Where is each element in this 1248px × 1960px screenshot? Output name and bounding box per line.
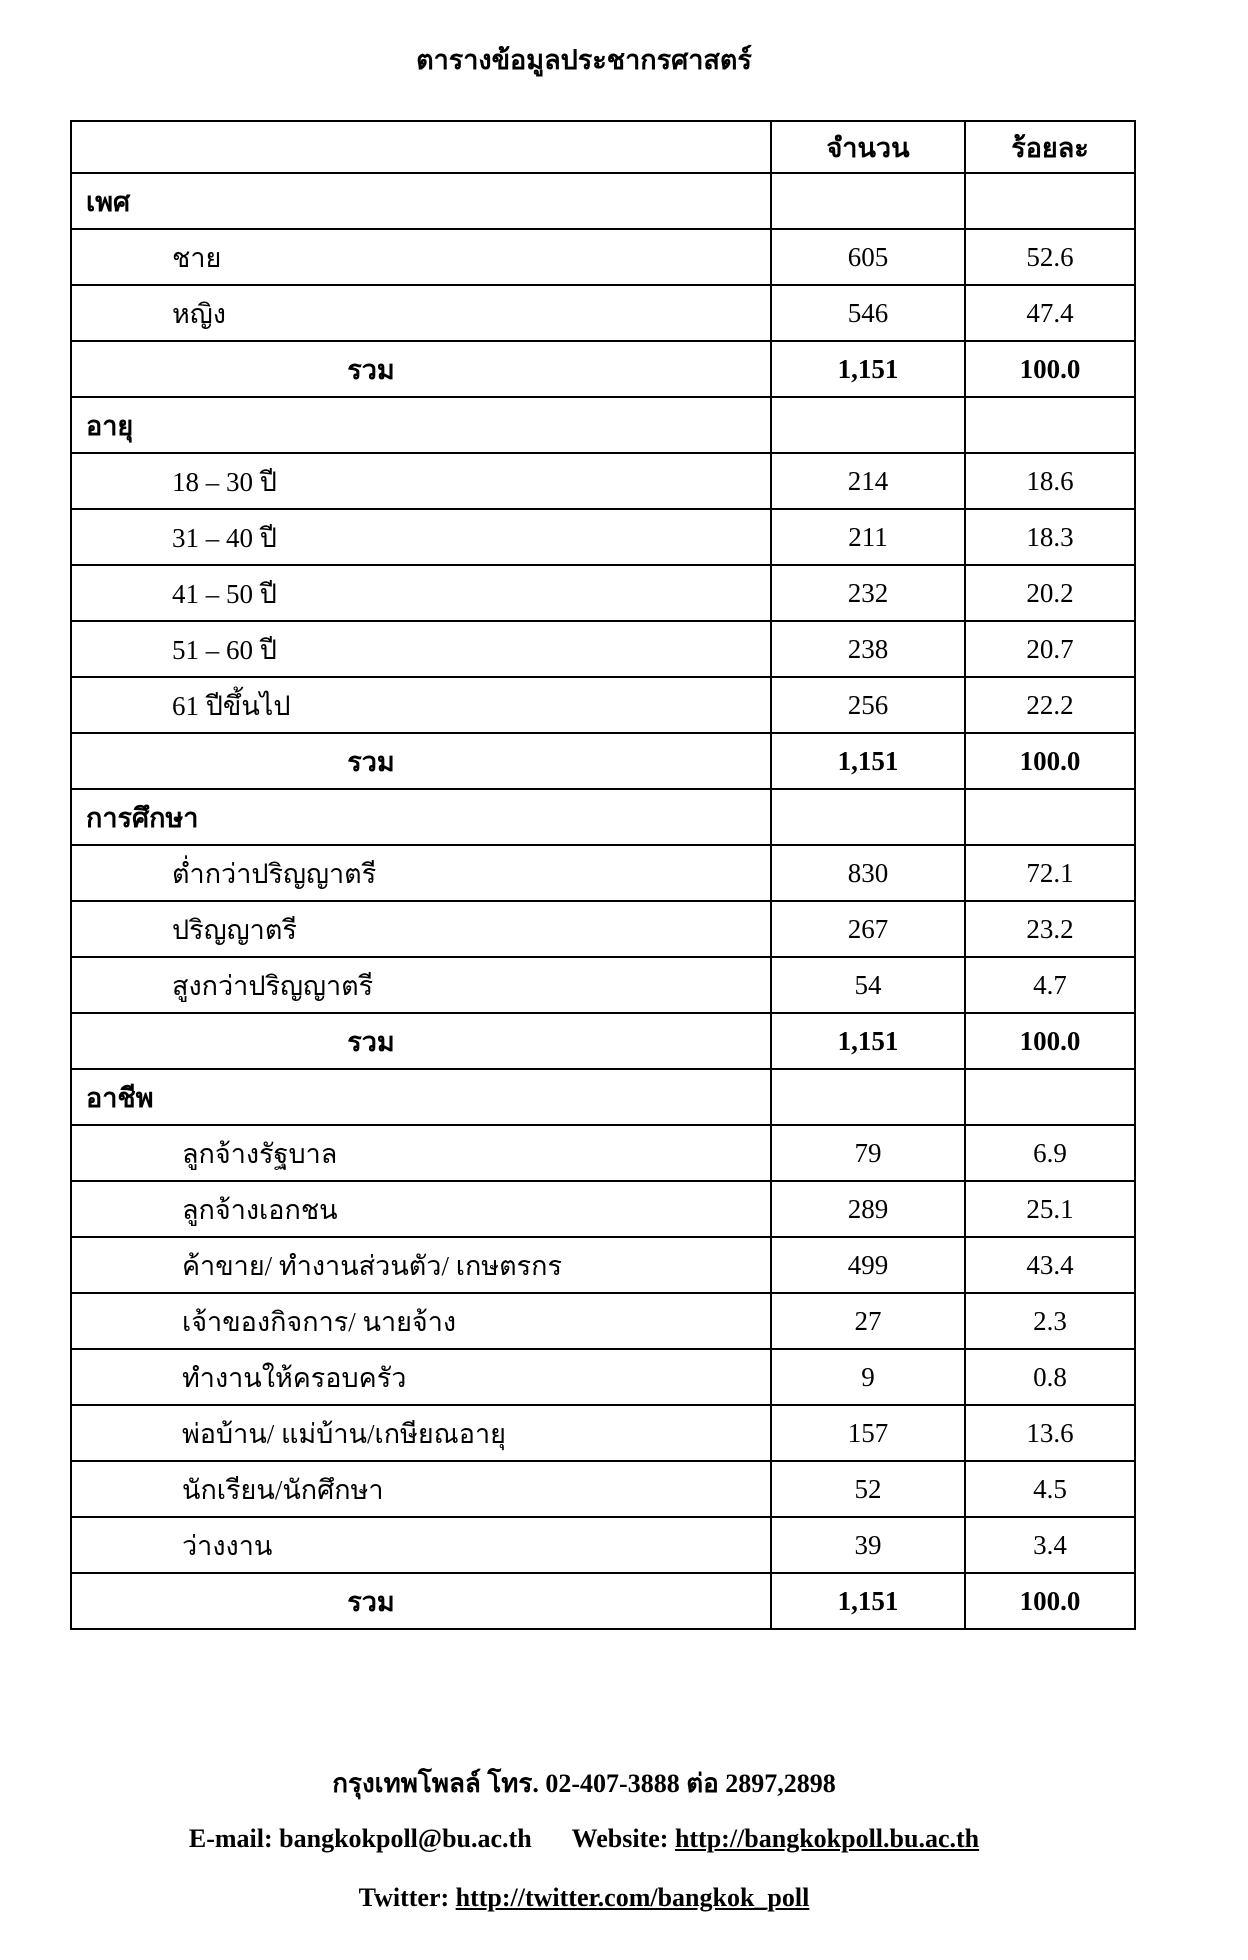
row-percent: 43.4 <box>965 1237 1135 1293</box>
row-percent: 20.2 <box>965 565 1135 621</box>
category-label: การศึกษา <box>71 789 771 845</box>
table-row <box>71 1181 1135 1237</box>
demographics-table <box>70 120 1136 1630</box>
demographics-table-body <box>71 121 1135 1629</box>
row-percent: 6.9 <box>965 1125 1135 1181</box>
row-label: 31 – 40 ปี <box>71 509 771 565</box>
table-row <box>71 845 1135 901</box>
row-count: 214 <box>771 453 965 509</box>
row-count: 605 <box>771 229 965 285</box>
category-label: อายุ <box>71 397 771 453</box>
row-label: เจ้าของกิจการ/ นายจ้าง <box>71 1293 771 1349</box>
row-percent: 47.4 <box>965 285 1135 341</box>
footer-email-website-line <box>0 1824 1168 1854</box>
row-label: ปริญญาตรี <box>71 901 771 957</box>
table-row <box>71 677 1135 733</box>
table-row <box>71 1461 1135 1517</box>
table-row <box>71 565 1135 621</box>
row-count: 54 <box>771 957 965 1013</box>
row-count: 157 <box>771 1405 965 1461</box>
empty-cell <box>771 1069 965 1125</box>
footer-twitter-label: Twitter: <box>358 1883 456 1912</box>
total-label: รวม <box>71 341 771 397</box>
total-count: 1,151 <box>771 1573 965 1629</box>
row-label: สูงกว่าปริญญาตรี <box>71 957 771 1013</box>
footer-twitter-line <box>0 1883 1168 1913</box>
empty-cell <box>771 397 965 453</box>
total-row <box>71 341 1135 397</box>
row-label: พ่อบ้าน/ แม่บ้าน/เกษียณอายุ <box>71 1405 771 1461</box>
row-percent: 2.3 <box>965 1293 1135 1349</box>
footer-website-label: Website: <box>571 1824 675 1853</box>
row-label: ทำงานให้ครอบครัว <box>71 1349 771 1405</box>
row-label: 41 – 50 ปี <box>71 565 771 621</box>
row-count: 211 <box>771 509 965 565</box>
row-label: ชาย <box>71 229 771 285</box>
total-label: รวม <box>71 733 771 789</box>
row-count: 267 <box>771 901 965 957</box>
footer-website-link[interactable]: http://bangkokpoll.bu.ac.th <box>674 1824 980 1853</box>
row-count: 830 <box>771 845 965 901</box>
row-label: ต่ำกว่าปริญญาตรี <box>71 845 771 901</box>
row-label: 51 – 60 ปี <box>71 621 771 677</box>
header-percent-cell: ร้อยละ <box>965 121 1135 173</box>
row-percent: 23.2 <box>965 901 1135 957</box>
row-count: 79 <box>771 1125 965 1181</box>
total-row <box>71 1573 1135 1629</box>
table-row <box>71 1405 1135 1461</box>
row-count: 9 <box>771 1349 965 1405</box>
row-count: 27 <box>771 1293 965 1349</box>
row-label: ว่างงาน <box>71 1517 771 1573</box>
row-percent: 4.5 <box>965 1461 1135 1517</box>
row-percent: 72.1 <box>965 845 1135 901</box>
total-count: 1,151 <box>771 1013 965 1069</box>
total-percent: 100.0 <box>965 1013 1135 1069</box>
row-percent: 22.2 <box>965 677 1135 733</box>
total-count: 1,151 <box>771 733 965 789</box>
total-row <box>71 733 1135 789</box>
table-row <box>71 1293 1135 1349</box>
table-row <box>71 285 1135 341</box>
row-percent: 18.6 <box>965 453 1135 509</box>
row-count: 52 <box>771 1461 965 1517</box>
table-header-row <box>71 121 1135 173</box>
empty-cell <box>965 789 1135 845</box>
total-count: 1,151 <box>771 341 965 397</box>
total-label: รวม <box>71 1013 771 1069</box>
category-row <box>71 789 1135 845</box>
table-row <box>71 509 1135 565</box>
category-label: เพศ <box>71 173 771 229</box>
row-count: 256 <box>771 677 965 733</box>
row-label: นักเรียน/นักศึกษา <box>71 1461 771 1517</box>
table-row <box>71 901 1135 957</box>
total-label: รวม <box>71 1573 771 1629</box>
empty-cell <box>965 1069 1135 1125</box>
header-count-cell: จำนวน <box>771 121 965 173</box>
footer-email: E-mail: bangkokpoll@bu.ac.th <box>188 1824 532 1853</box>
total-percent: 100.0 <box>965 1573 1135 1629</box>
row-count: 232 <box>771 565 965 621</box>
category-row <box>71 173 1135 229</box>
category-row <box>71 397 1135 453</box>
row-percent: 18.3 <box>965 509 1135 565</box>
row-count: 39 <box>771 1517 965 1573</box>
row-count: 289 <box>771 1181 965 1237</box>
row-percent: 4.7 <box>965 957 1135 1013</box>
row-percent: 3.4 <box>965 1517 1135 1573</box>
row-percent: 52.6 <box>965 229 1135 285</box>
table-row <box>71 1125 1135 1181</box>
total-percent: 100.0 <box>965 733 1135 789</box>
row-label: 18 – 30 ปี <box>71 453 771 509</box>
table-row <box>71 957 1135 1013</box>
category-row <box>71 1069 1135 1125</box>
total-percent: 100.0 <box>965 341 1135 397</box>
empty-cell <box>771 789 965 845</box>
row-count: 238 <box>771 621 965 677</box>
empty-cell <box>965 173 1135 229</box>
row-percent: 20.7 <box>965 621 1135 677</box>
empty-cell <box>771 173 965 229</box>
table-row <box>71 1237 1135 1293</box>
row-label: ลูกจ้างรัฐบาล <box>71 1125 771 1181</box>
table-row <box>71 229 1135 285</box>
table-row <box>71 1349 1135 1405</box>
header-label-cell <box>71 121 771 173</box>
empty-cell <box>965 397 1135 453</box>
footer-twitter-link[interactable]: http://twitter.com/bangkok_poll <box>455 1883 810 1912</box>
page-title: ตารางข้อมูลประชากรศาสตร์ <box>416 45 752 75</box>
category-label: อาชีพ <box>71 1069 771 1125</box>
row-label: หญิง <box>71 285 771 341</box>
row-count: 546 <box>771 285 965 341</box>
row-label: ค้าขาย/ ทำงานส่วนตัว/ เกษตรกร <box>71 1237 771 1293</box>
row-label: 61 ปีขึ้นไป <box>71 677 771 733</box>
row-count: 499 <box>771 1237 965 1293</box>
table-row <box>71 621 1135 677</box>
table-row <box>71 1517 1135 1573</box>
row-percent: 13.6 <box>965 1405 1135 1461</box>
row-percent: 25.1 <box>965 1181 1135 1237</box>
row-label: ลูกจ้างเอกชน <box>71 1181 771 1237</box>
total-row <box>71 1013 1135 1069</box>
footer-contact-line: กรุงเทพโพลล์ โทร. 02-407-3888 ต่อ 2897,2898 <box>332 1769 836 1798</box>
table-row <box>71 453 1135 509</box>
row-percent: 0.8 <box>965 1349 1135 1405</box>
